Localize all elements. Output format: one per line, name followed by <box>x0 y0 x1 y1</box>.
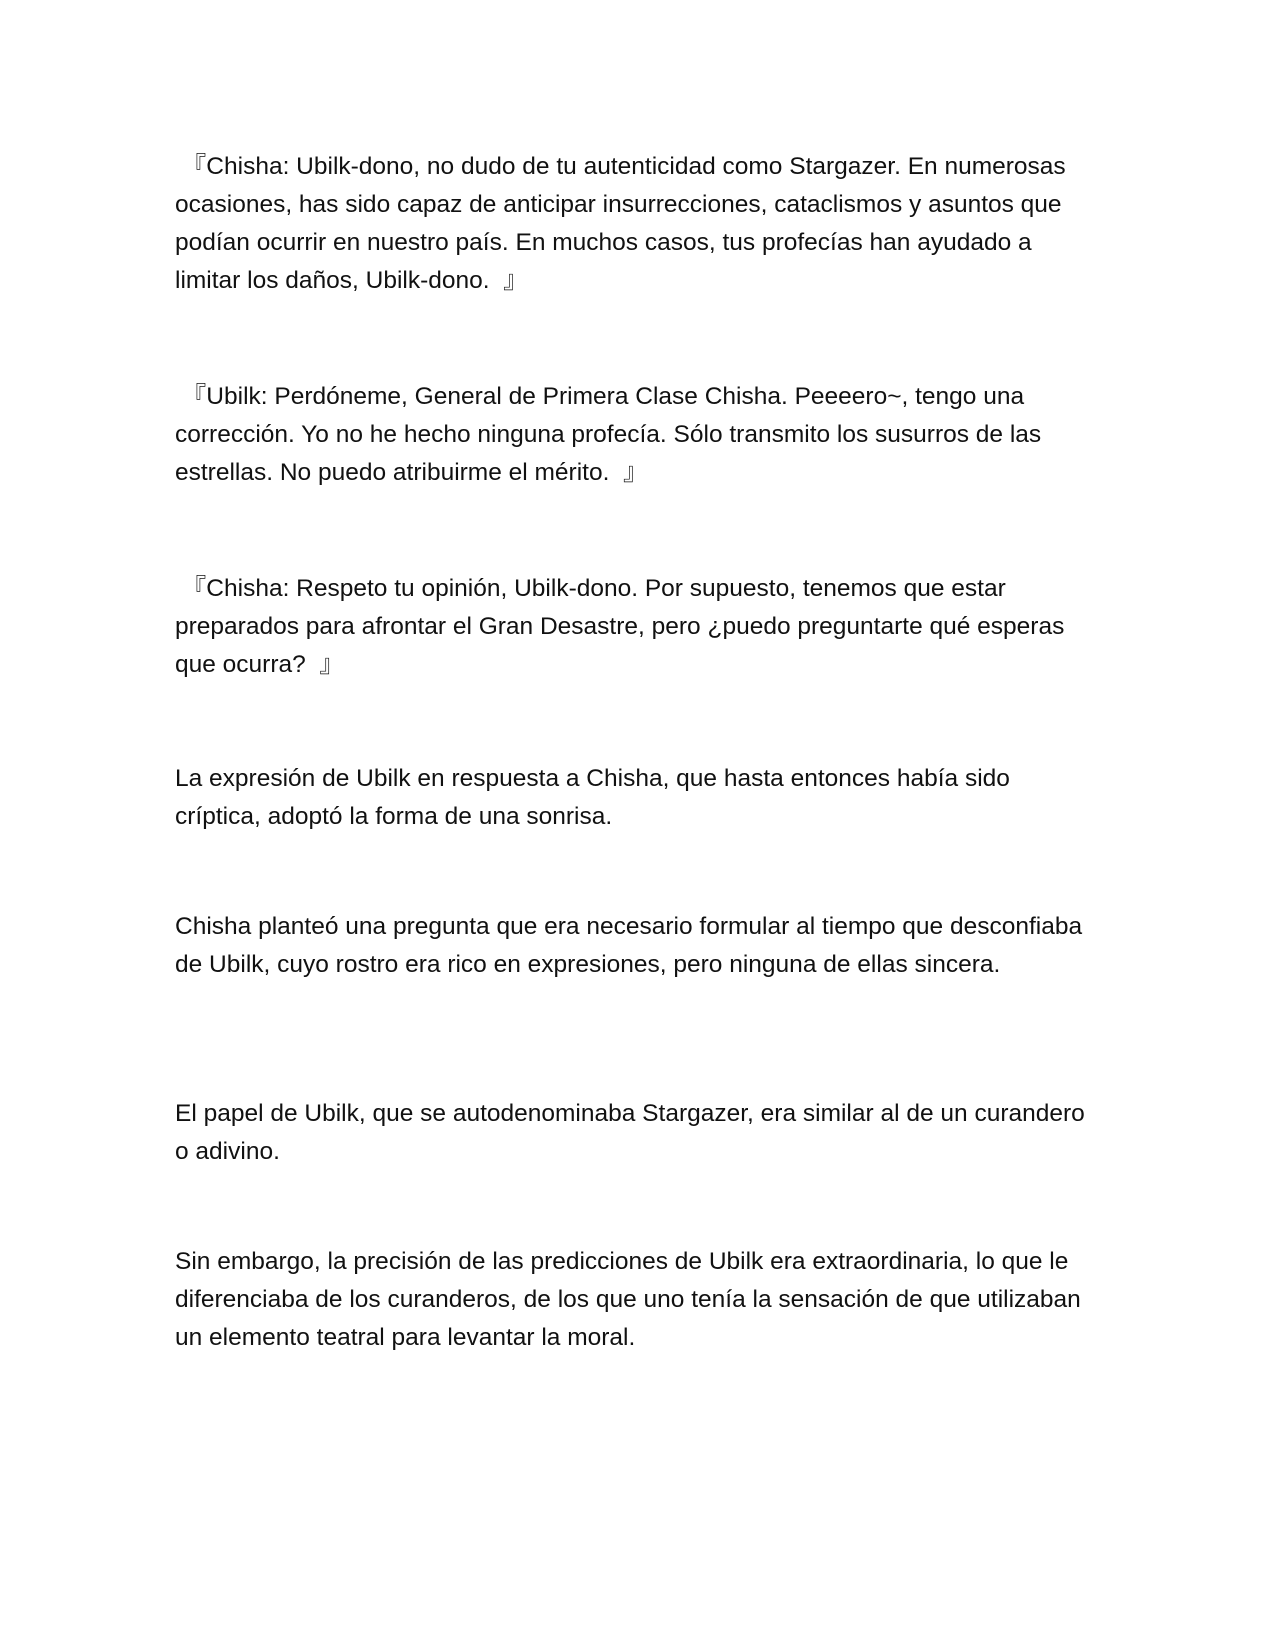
narrative-paragraph-1: La expresión de Ubilk en respuesta a Chisha, que hasta entonces había sido críptica, adoptó la forma de una sonrisa. <box>175 765 1010 830</box>
dialogue-paragraph-chisha-1: 『Chisha: Ubilk-dono, no dudo de tu autenticidad como Stargazer. En numerosas ocasiones, has sido capaz de anticipar insurrecciones, cataclismos y asuntos que podían ocurrir en nuestro país. En muchos casos, tus profecías han ayudado a limitar los daños, Ubilk-dono. 』 <box>175 153 1066 294</box>
dialogue-paragraph-chisha-2: 『Chisha: Respeto tu opinión, Ubilk-dono. Por supuesto, tenemos que estar preparados para afrontar el Gran Desastre, pero ¿puedo preguntarte qué esperas que ocurra? 』 <box>175 575 1065 678</box>
dialogue-paragraph-ubilk-1: 『Ubilk: Perdóneme, General de Primera Clase Chisha. Peeeero~, tengo una corrección. Yo no he hecho ninguna profecía. Sólo transmito los susurros de las estrellas. No puedo atribuirme el mérito. 』 <box>175 383 1042 486</box>
narrative-paragraph-4: Sin embargo, la precisión de las predicciones de Ubilk era extraordinaria, lo que le diferenciaba de los curanderos, de los que uno tenía la sensación de que utilizaban un elemento teatral para levantar la moral. <box>175 1248 1081 1351</box>
narrative-paragraph-2: Chisha planteó una pregunta que era necesario formular al tiempo que desconfiaba de Ubilk, cuyo rostro era rico en expresiones, pero ninguna de ellas sincera. <box>175 913 1083 978</box>
narrative-paragraph-3: El papel de Ubilk, que se autodenominaba Stargazer, era similar al de un curandero o adivino. <box>175 1100 1085 1165</box>
